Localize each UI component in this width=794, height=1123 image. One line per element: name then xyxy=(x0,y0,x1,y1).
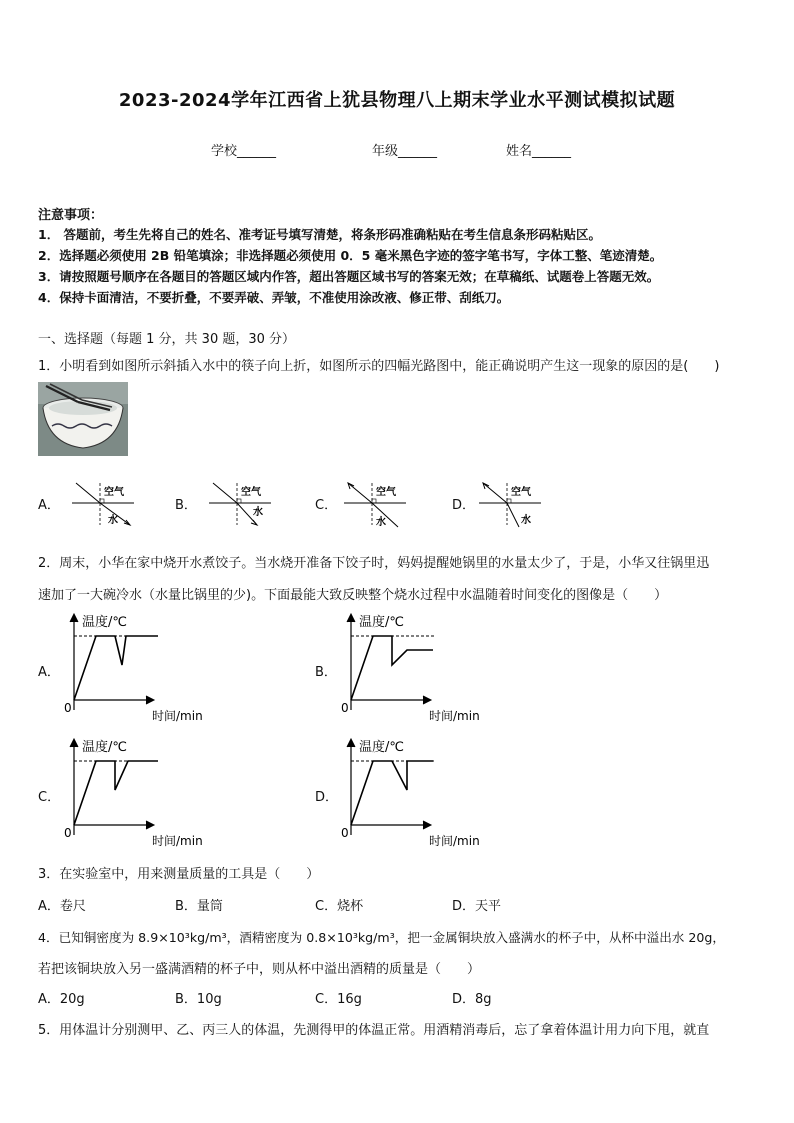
q2-option-d-label[interactable]: D． xyxy=(315,790,339,805)
question-2-line1: 2．周末，小华在家中烧开水煮饺子。当水烧开准备下饺子时，妈妈提醒她锅里的水量太少了，于是，小华又往锅里迅 xyxy=(38,556,710,571)
q2-option-a-graph xyxy=(60,610,220,725)
q1-option-a-diagram xyxy=(68,477,138,529)
q3-option-a[interactable]: A．卷尺 xyxy=(38,899,86,914)
svg-text:空气: 空气 xyxy=(511,487,531,498)
q1-option-b-label[interactable]: B． xyxy=(175,498,197,513)
q1-option-c-diagram xyxy=(340,477,410,529)
notice-item: 2．选择题必须使用 2B 铅笔填涂；非选择题必须使用 0．5 毫米黑色字迹的签字笔书写，字体工整、笔迹清楚。 xyxy=(38,248,663,263)
question-4-line1: 4．已知铜密度为 8.9×10³kg/m³，酒精密度为 0.8×10³kg/m³，把一金属铜块放入盛满水的杯子中，从杯中溢出水 20g， xyxy=(38,930,726,945)
name-field: 姓名______ xyxy=(506,144,572,159)
air-label: 空气 xyxy=(104,487,124,498)
grade-field: 年级______ xyxy=(372,144,438,159)
q3-option-c[interactable]: C．烧杯 xyxy=(315,899,364,914)
question-4-line2: 若把该铜块放入另一盛满酒精的杯子中，则从杯中溢出酒精的质量是（ ） xyxy=(38,962,481,977)
question-2-line2: 速加了一大碗冷水（水量比锅里的少)。下面最能大致反映整个烧水过程中水温随着时间变化的图像是（ ） xyxy=(38,588,668,603)
question-1-text: 1．小明看到如图所示斜插入水中的筷子向上折，如图所示的四幅光路图中，能正确说明产生这一现象的原因的是( ) xyxy=(38,359,720,374)
x-axis-label: 时间/min xyxy=(152,709,203,723)
q1-option-c-label[interactable]: C． xyxy=(315,498,338,513)
q3-option-b[interactable]: B．量筒 xyxy=(175,899,223,914)
svg-text:空气: 空气 xyxy=(376,487,396,498)
q1-option-b-diagram xyxy=(205,477,275,529)
svg-text:时间/min: 时间/min xyxy=(429,709,480,723)
q1-option-d-label[interactable]: D． xyxy=(452,498,476,513)
q2-option-b-label[interactable]: B． xyxy=(315,665,337,680)
chopstick-bowl-photo xyxy=(38,382,128,456)
question-5-line1: 5．用体温计分别测甲、乙、丙三人的体温，先测得甲的体温正常。用酒精消毒后，忘了拿着体温计用力向下甩，就直 xyxy=(38,1023,710,1038)
notice-heading: 注意事项： xyxy=(38,208,104,223)
section-heading: 一、选择题（每题 1 分，共 30 题，30 分） xyxy=(38,332,296,347)
svg-text:温度/℃: 温度/℃ xyxy=(82,740,127,755)
svg-text:0: 0 xyxy=(341,826,349,840)
q2-option-c-label[interactable]: C． xyxy=(38,790,61,805)
page-title: 2023-2024学年江西省上犹县物理八上期末学业水平测试模拟试题 xyxy=(118,90,676,111)
svg-text:水: 水 xyxy=(376,517,386,528)
svg-text:温度/℃: 温度/℃ xyxy=(359,615,404,630)
question-3-text: 3．在实验室中，用来测量质量的工具是（ ） xyxy=(38,867,320,882)
svg-text:0: 0 xyxy=(64,826,72,840)
notice-item: 3．请按照题号顺序在各题目的答题区域内作答，超出答题区域书写的答案无效；在草稿纸、试题卷上答题无效。 xyxy=(38,269,660,284)
q4-option-b[interactable]: B．10g xyxy=(175,992,222,1007)
q2-option-c-graph xyxy=(60,735,220,850)
q4-option-d[interactable]: D．8g xyxy=(452,992,492,1007)
svg-text:0: 0 xyxy=(341,701,349,715)
q4-option-a[interactable]: A．20g xyxy=(38,992,85,1007)
svg-text:水: 水 xyxy=(253,507,263,518)
y-axis-label: 温度/℃ xyxy=(82,615,127,630)
q2-option-b-graph xyxy=(337,610,497,725)
q4-option-c[interactable]: C．16g xyxy=(315,992,362,1007)
svg-text:时间/min: 时间/min xyxy=(429,834,480,848)
svg-text:时间/min: 时间/min xyxy=(152,834,203,848)
svg-text:0: 0 xyxy=(64,701,72,715)
q1-option-a-label[interactable]: A． xyxy=(38,498,60,513)
q2-option-d-graph xyxy=(337,735,497,850)
q3-option-d[interactable]: D．天平 xyxy=(452,899,502,914)
svg-text:空气: 空气 xyxy=(241,487,261,498)
notice-item: 1． 答题前，考生先将自己的姓名、准考证号填写清楚，将条形码准确粘贴在考生信息条形码粘贴区。 xyxy=(38,227,602,242)
svg-text:温度/℃: 温度/℃ xyxy=(359,740,404,755)
q2-option-a-label[interactable]: A． xyxy=(38,665,60,680)
water-label: 水 xyxy=(108,515,118,526)
notice-item: 4．保持卡面清洁，不要折叠，不要弄破、弄皱，不准使用涂改液、修正带、刮纸刀。 xyxy=(38,290,510,305)
school-field: 学校______ xyxy=(211,144,277,159)
svg-text:水: 水 xyxy=(521,515,531,526)
q1-option-d-diagram xyxy=(475,477,545,529)
